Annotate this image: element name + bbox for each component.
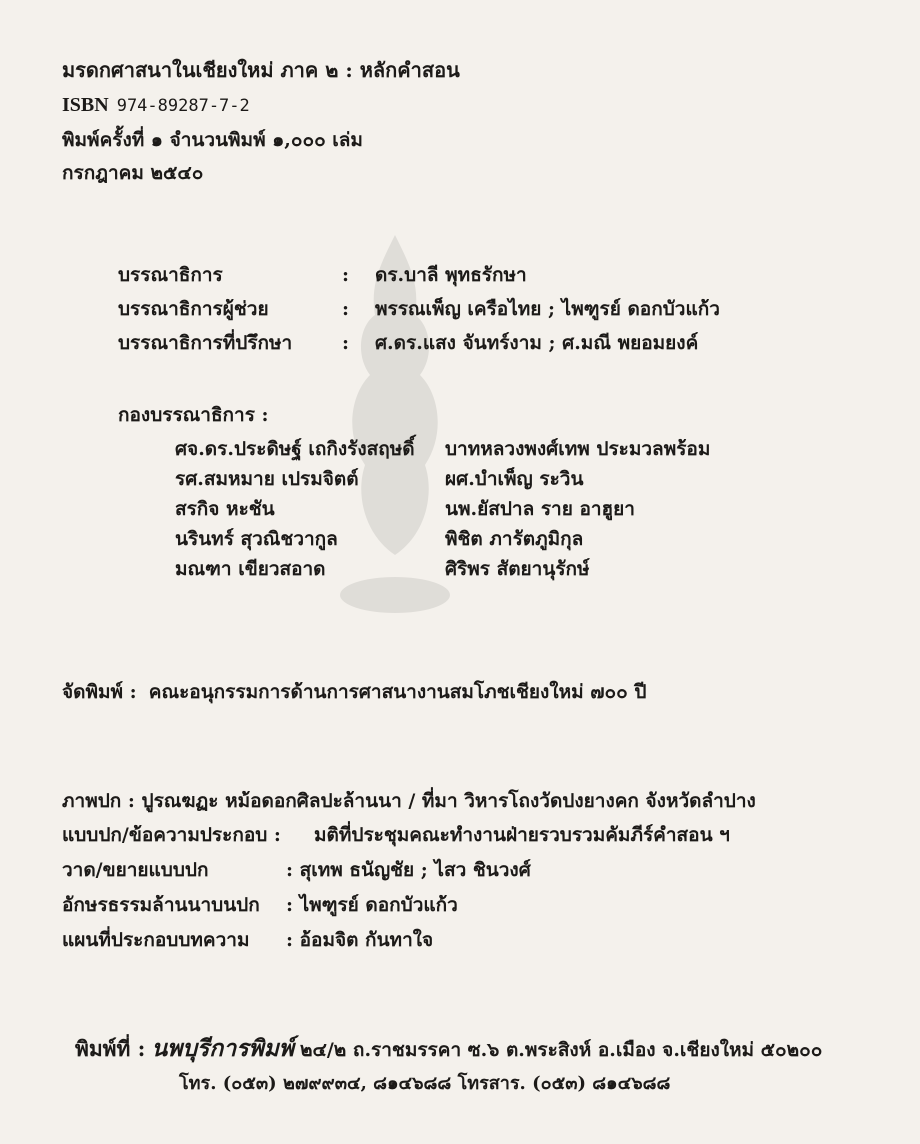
editor-colon: : xyxy=(342,264,350,286)
cover-script-row xyxy=(62,893,862,917)
board-left-column xyxy=(175,434,415,584)
isbn-label: ISBN xyxy=(62,94,109,116)
board-member: รศ.สมหมาย เปรมจิตต์ xyxy=(175,468,359,490)
book-title: มรดกศาสนาในเชียงใหม่ ภาค ๒ : หลักคำสอน xyxy=(62,58,460,82)
board-member: สรกิจ หะชัน xyxy=(175,498,275,520)
board-right-column xyxy=(445,434,710,584)
publisher-line xyxy=(62,680,646,704)
advisor-editor-row xyxy=(118,331,818,355)
cover-drawing-label: วาด/ขยายแบบปก xyxy=(62,859,209,881)
assistant-editor-value: พรรณเพ็ญ เครือไทย ; ไพฑูรย์ ดอกบัวแก้ว xyxy=(375,298,720,320)
map-credit-label: แผนที่ประกอบบทความ xyxy=(62,929,250,951)
advisor-editor-colon: : xyxy=(342,332,350,354)
board-member: ศิริพร สัตยานุรักษ์ xyxy=(445,558,590,580)
printer-label: พิมพ์ที่ : xyxy=(75,1036,146,1061)
publisher-label: จัดพิมพ์ : xyxy=(62,681,137,703)
cover-design-label: แบบปก/ข้อความประกอบ : xyxy=(62,824,281,846)
assistant-editor-row xyxy=(118,297,818,321)
isbn-line xyxy=(62,93,250,118)
assistant-editor-label: บรรณาธิการผู้ช่วย xyxy=(118,298,269,320)
publisher-value: คณะอนุกรรมการด้านการศาสนางานสมโภชเชียงใหม่ ๗๐๐ ปี xyxy=(148,681,647,703)
printer-brand: นพบุรีการพิมพ์ xyxy=(151,1036,294,1062)
advisor-editor-label: บรรณาธิการที่ปรึกษา xyxy=(118,332,293,354)
publication-date: กรกฎาคม ๒๕๔๐ xyxy=(62,162,204,184)
board-member: บาทหลวงพงศ์เทพ ประมวลพร้อม xyxy=(445,438,711,460)
printer-line xyxy=(75,1034,822,1065)
assistant-editor-colon: : xyxy=(342,298,350,320)
board-heading: กองบรรณาธิการ : xyxy=(118,404,269,426)
board-member: นรินทร์ สุวณิชวากูล xyxy=(175,528,338,550)
printer-phone: โทร. (๐๕๓) ๒๗๙๙๓๔, ๘๑๔๖๘๘ โทรสาร. (๐๕๓) ๘๑๔๖๘๘ xyxy=(179,1073,671,1094)
map-credit-row xyxy=(62,928,862,952)
editor-row xyxy=(118,263,818,287)
print-info: พิมพ์ครั้งที่ ๑ จำนวนพิมพ์ ๑,๐๐๐ เล่ม xyxy=(62,129,363,151)
board-member: ผศ.บำเพ็ญ ระวิน xyxy=(445,468,584,490)
editor-label: บรรณาธิการ xyxy=(118,264,223,286)
board-member: ศจ.ดร.ประดิษฐ์ เถกิงรังสฤษดิ์ xyxy=(175,438,415,460)
isbn-value: 974-89287-7-2 xyxy=(116,96,250,116)
advisor-editor-value: ศ.ดร.แสง จันทร์งาม ; ศ.มณี พยอมยงค์ xyxy=(375,332,699,354)
board-member: มณฑา เขียวสอาด xyxy=(175,558,326,580)
cover-design-row xyxy=(62,823,862,847)
board-member: พิชิต ภารัตภูมิกุล xyxy=(445,528,584,550)
cover-script-label: อักษรธรรมล้านนาบนปก xyxy=(62,894,260,916)
cover-script-value: : ไพฑูรย์ ดอกบัวแก้ว xyxy=(286,894,458,916)
printer-address: ๒๔/๒ ถ.ราชมรรคา ซ.๖ ต.พระสิงห์ อ.เมือง จ.เชียงใหม่ ๕๐๒๐๐ xyxy=(299,1039,823,1061)
editor-value: ดร.บาลี พุทธรักษา xyxy=(375,264,527,286)
cover-drawing-row xyxy=(62,858,862,882)
map-credit-value: : อ้อมจิต กันทาใจ xyxy=(286,929,434,951)
cover-image-credit: ภาพปก : ปูรณฆฏะ หม้อดอกศิลปะล้านนา / ที่มา วิหารโถงวัดปงยางคก จังหวัดลำปาง xyxy=(62,790,756,812)
board-member: นพ.ยัสปาล ราย อาฮูยา xyxy=(445,498,635,520)
cover-design-value: มติที่ประชุมคณะทำงานฝ่ายรวบรวมคัมภีร์คำสอน ฯ xyxy=(314,824,730,846)
cover-drawing-value: : สุเทพ ธนัญชัย ; ไสว ชินวงศ์ xyxy=(286,859,531,881)
